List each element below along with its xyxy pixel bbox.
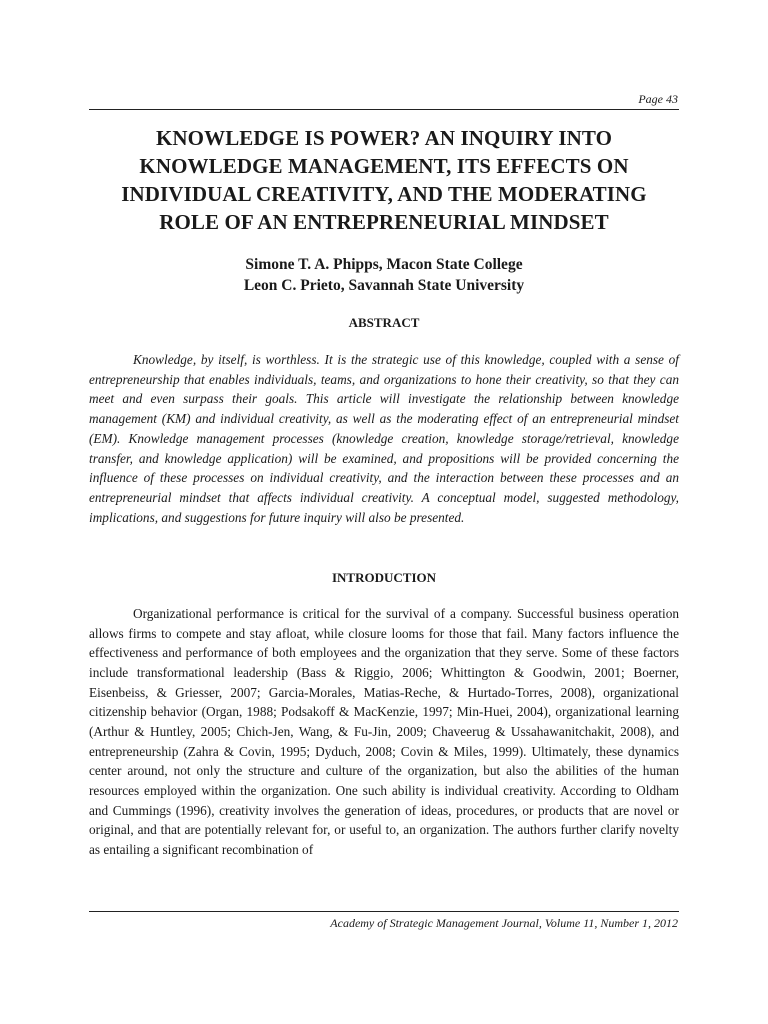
introduction-body: Organizational performance is critical for the survival of a company. Successful business operation allows firms to compete and stay afloat, while closure looms for those that fail. Many factors influence the effectiveness and performance of both employees and the organization that they serve. Some of these factors include transformational leadership (Bass & Riggio, 2006; Whittington & Goodwin, 2001; Boerner, Eisenbeiss, & Griesser, 2007; Garcia-Morales, Matias-Reche, & Hurtado-Torres, 2008), organizational citizenship behavior (Organ, 1988; Podsakoff & MacKenzie, 1997; Min-Huei, 2004), organizational learning (Arthur & Huntley, 2005; Chich-Jen, Wang, & Fu-Jin, 2009; Chaveerug & Ussahawanitchakit, 2008), and entrepreneurship (Zahra & Covin, 1995; Dyduch, 2008; Covin & Miles, 1999). Ultimately, these dynamics center around, not only the structure and culture of the organization, but also the abilities of the human resources employed within the organization. One such ability is individual creativity. According to Oldham and Cummings (1996), creativity involves the generation of ideas, procedures, or products that are novel or original, and that are potentially relevant for, or useful to, an organization. The authors further clarify novelty as entailing a significant recombination of xyxy=(89,606,679,857)
author-line: Leon C. Prieto, Savannah State University xyxy=(243,277,525,294)
introduction-heading: INTRODUCTION xyxy=(331,570,436,585)
abstract-body: Knowledge, by itself, is worthless. It is the strategic use of this knowledge, coupled with a sense of entrepreneurship that enables individuals, teams, and organizations to hone their creativity, so that they can meet and even surpass their goals. This article will investigate the relationship between knowledge management (KM) and individual creativity, as well as the moderating effect of an entrepreneurial mindset (EM). Knowledge management processes (knowledge creation, knowledge storage/retrieval, knowledge transfer, and knowledge application) will be examined, and propositions will be provided concerning the influence of these processes on individual creativity, and the interaction between these processes and an entrepreneurial mindset that affects individual creativity. A conceptual model, suggested methodology, implications, and suggestions for future inquiry will also be presented. xyxy=(89,352,679,525)
page-number: Page 43 xyxy=(638,92,678,106)
abstract-heading: ABSTRACT xyxy=(348,315,420,330)
journal-citation: Academy of Strategic Management Journal, Volume 11, Number 1, 2012 xyxy=(330,916,678,930)
author-list xyxy=(89,254,679,296)
footer-rule xyxy=(89,911,679,912)
header-rule xyxy=(89,109,679,110)
author-line: Simone T. A. Phipps, Macon State College xyxy=(245,256,523,273)
paper-title: KNOWLEDGE IS POWER? AN INQUIRY INTO KNOWLEDGE MANAGEMENT, ITS EFFECTS ON INDIVIDUAL CREATIVITY, AND THE MODERATING ROLE OF AN ENTREPRENEURIAL MINDSET xyxy=(121,126,647,234)
